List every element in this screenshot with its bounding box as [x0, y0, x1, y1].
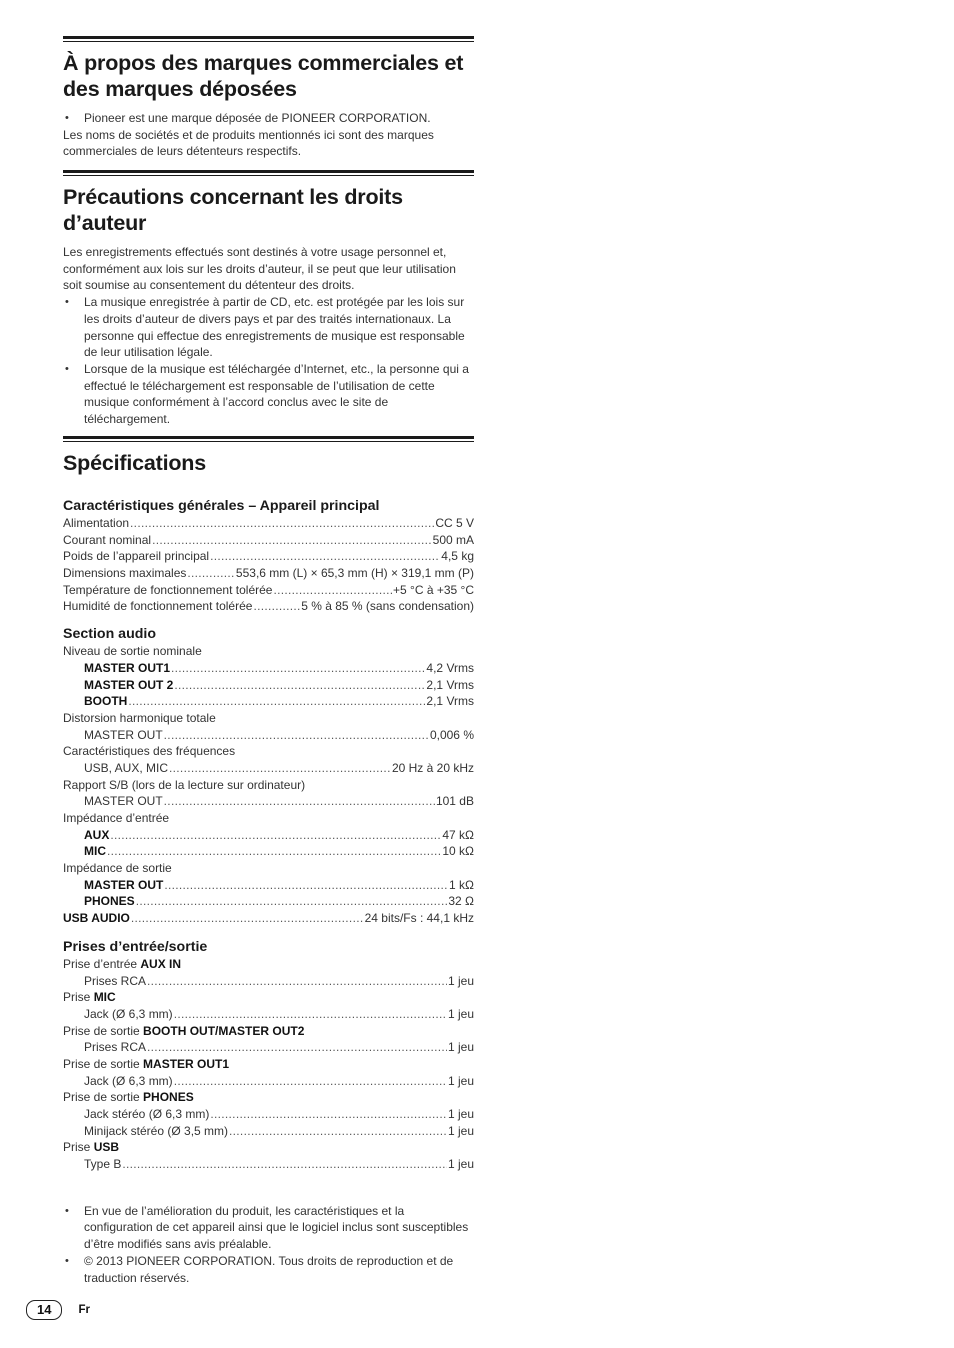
trademarks-section: [63, 36, 474, 160]
spec-subtitle: Niveau de sortie nominale: [63, 644, 202, 659]
note-item: • En vue de l’amélioration du produit, les caractéristiques et la configuration de cet appareil ainsi que le logiciel inclus sont susceptibles d’être modifiés sans avis préalable.: [63, 1203, 474, 1253]
spec-subtitle: Rapport S/B (lors de la lecture sur ordinateur): [63, 777, 306, 792]
spec-row: Type B ..... 1 jeu: [63, 1156, 474, 1173]
copyright-intro: Les enregistrements effectués sont destinés à votre usage personnel et, conformément aux lois sur les droits d’auteur, il se peut que leur utilisation soit soumise au consentement du détenteur des droits.: [63, 245, 456, 293]
spec-row: MIC ..... 10 kΩ: [63, 843, 474, 860]
spec-subtitle: Prise de sortie MASTER OUT1: [63, 1056, 230, 1071]
copyright-section: [63, 170, 474, 428]
spec-subtitle: Prise de sortie BOOTH OUT/MASTER OUT2: [63, 1023, 305, 1038]
spec-row: Jack (Ø 6,3 mm) ..... 1 jeu: [63, 1073, 474, 1090]
spec-row: BOOTH ..... 2,1 Vrms: [63, 693, 474, 710]
spec-row: Courant nominal ..... 500 mA: [63, 532, 474, 549]
spec-row: Température de fonctionnement tolérée ..... +5 °C à +35 °C: [63, 582, 474, 599]
spec-row: Minijack stéréo (Ø 3,5 mm) ..... 1 jeu: [63, 1123, 474, 1140]
spec-row: Jack (Ø 6,3 mm) ..... 1 jeu: [63, 1006, 474, 1023]
spec-row: MASTER OUT ..... 1 kΩ: [63, 877, 474, 894]
spec-row: Prises RCA ..... 1 jeu: [63, 1039, 474, 1056]
general-heading: Caractéristiques générales – Appareil principal: [63, 498, 380, 514]
trademarks-title: À propos des marques commerciales et des marques déposées: [63, 51, 464, 101]
section-rule: [63, 436, 474, 442]
spec-row: Dimensions maximales ..... 553,6 mm (L) × 65,3 mm (H) × 319,1 mm (P): [63, 565, 474, 582]
spec-row: MASTER OUT1 ..... 4,2 Vrms: [63, 660, 474, 677]
copyright-title: Précautions concernant les droits d’auteur: [63, 185, 403, 235]
section-rule: [63, 170, 474, 176]
spec-row: MASTER OUT 2 ..... 2,1 Vrms: [63, 677, 474, 694]
spec-subtitle: Prise d’entrée AUX IN: [63, 956, 182, 971]
spec-subtitle: Caractéristiques des fréquences: [63, 744, 236, 759]
audio-specs: [63, 643, 474, 927]
audio-heading: Section audio: [63, 626, 157, 643]
spec-subtitle: Prise USB: [63, 1140, 120, 1155]
spec-row: Alimentation ..... CC 5 V: [63, 515, 474, 532]
trademarks-text: Les noms de sociétés et de produits mentionnés ici sont des marques commerciales de leurs détenteurs respectifs.: [63, 127, 434, 159]
page-footer: [26, 1300, 90, 1320]
language-code: Fr: [78, 1304, 90, 1316]
spec-row: Jack stéréo (Ø 6,3 mm) ..... 1 jeu: [63, 1106, 474, 1123]
specifications-title: Spécifications: [63, 451, 206, 475]
note-item: • © 2013 PIONEER CORPORATION. Tous droits de reproduction et de traduction réservés.: [63, 1253, 474, 1286]
spec-row: Humidité de fonctionnement tolérée ..... 5 % à 85 % (sans condensation): [63, 598, 474, 615]
section-rule: [63, 36, 474, 42]
copyright-bullet-2: • Lorsque de la musique est téléchargée d’Internet, etc., la personne qui a effectué le téléchargement est responsable de l’utilisation de cette musique conformément à l’accord conclus avec le site de téléchargement.: [63, 361, 474, 428]
spec-row: MASTER OUT ..... 0,006 %: [63, 727, 474, 744]
io-heading: Prises d’entrée/sortie: [63, 938, 208, 955]
spec-row: AUX ..... 47 kΩ: [63, 827, 474, 844]
general-specs: [63, 515, 474, 615]
io-specs: [63, 956, 474, 1173]
notes-list: [63, 1203, 474, 1287]
spec-row: Prises RCA ..... 1 jeu: [63, 973, 474, 990]
trademarks-list: [63, 110, 474, 127]
spec-row: USB AUDIO ..... 24 bits/Fs : 44,1 kHz: [63, 910, 474, 927]
spec-row: Poids de l’appareil principal ..... 4,5 kg: [63, 548, 474, 565]
spec-subtitle: Prise de sortie PHONES: [63, 1090, 194, 1105]
page-number: 14: [26, 1300, 62, 1320]
specifications-section: [63, 436, 474, 1286]
spec-row: MASTER OUT ..... 101 dB: [63, 793, 474, 810]
spec-subtitle: Impédance d’entrée: [63, 811, 170, 825]
trademarks-bullet: • Pioneer est une marque déposée de PIONEER CORPORATION.: [63, 110, 474, 127]
spec-subtitle: Impédance de sortie: [63, 861, 172, 876]
spec-subtitle: Distorsion harmonique totale: [63, 710, 216, 725]
spec-row: PHONES ..... 32 Ω: [63, 893, 474, 910]
spec-subtitle: Prise MIC: [63, 990, 116, 1005]
copyright-bullet-1: • La musique enregistrée à partir de CD, etc. est protégée par les lois sur les droits d’auteur de divers pays et par des traités internationaux. La personne qui effectue des enregistrements de musique est responsable de leur utilisation légale.: [63, 294, 474, 361]
copyright-list: [63, 294, 474, 428]
spec-row: USB, AUX, MIC ..... 20 Hz à 20 kHz: [63, 760, 474, 777]
